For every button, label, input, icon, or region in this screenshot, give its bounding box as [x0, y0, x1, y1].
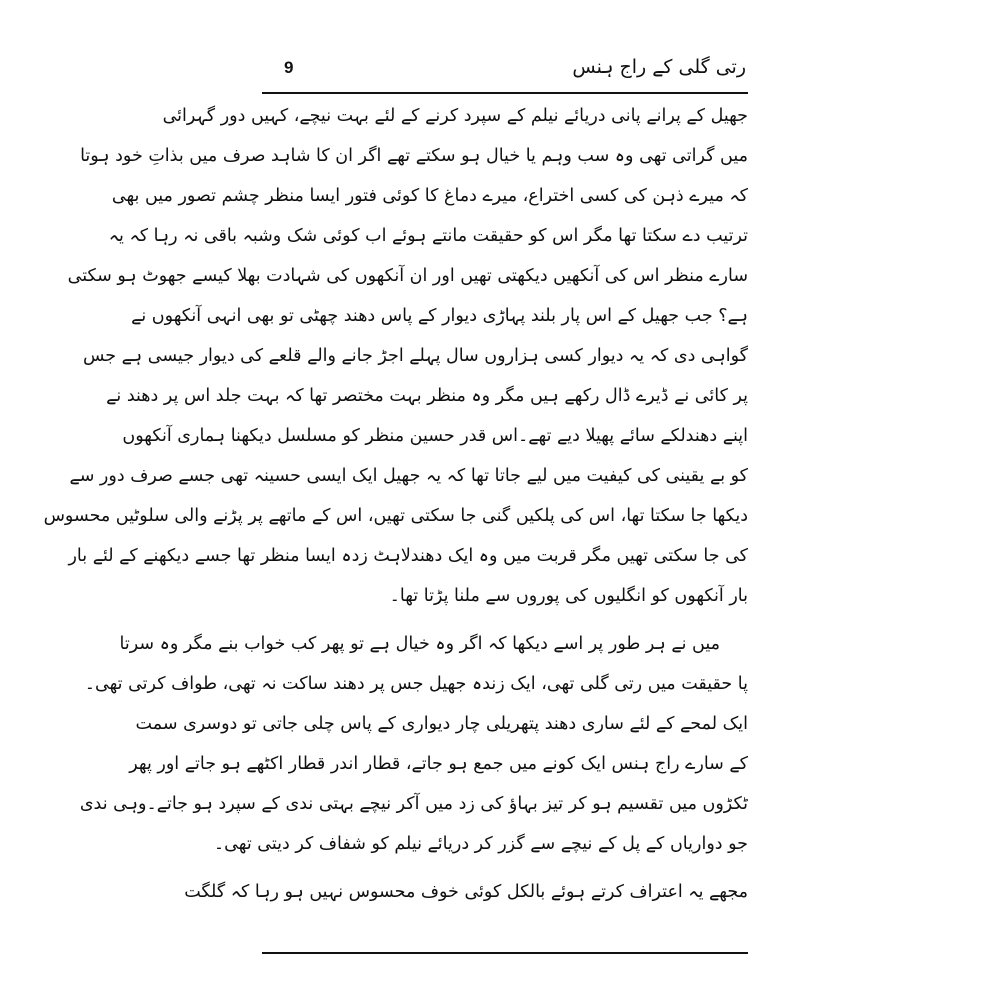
text-line: دیکھا جا سکتا تھا، اس کی پلکیں گنی جا سکتی تھیں، اس کے ماتھے پر پڑنے والی سلوٹیں محسوس: [43, 506, 748, 526]
book-page: [43, 0, 748, 1000]
text-line: کے سارے راج ہنس ایک کونے میں جمع ہو جاتے، قطار اندر قطار اکٹھے ہو جاتے اور پھر: [129, 754, 748, 774]
text-line: کہ میرے ذہن کی کسی اختراع، میرے دماغ کا کوئی فتور ایسا منظر چشم تصور میں بھی: [111, 186, 748, 206]
page-body: [43, 96, 748, 912]
text-line: پر کائی نے ڈیرے ڈال رکھے ہیں مگر وہ منظر بہت مختصر تھا کہ بہت جلد اس پر دھند نے: [106, 386, 748, 406]
text-line: ٹکڑوں میں تقسیم ہو کر تیز بہاؤ کی زد میں آکر نیچے بہتی ندی کے سپرد ہو جاتے۔وہی ندی: [79, 794, 748, 814]
text-line: میں نے ہر طور پر اسے دیکھا کہ اگر وہ خیال ہے تو پھر کب خواب بنے مگر وہ سرتا: [119, 634, 720, 654]
text-line: جھیل کے پرانے پانی دریائے نیلم کے سپرد کرنے کے لئے بہت نیچے، کہیں دور گہرائی: [162, 106, 748, 126]
running-title: رتی گلی کے راج ہنس: [572, 56, 746, 78]
paragraph: [184, 872, 748, 912]
text-line: میں گراتی تھی وہ سب وہم یا خیال ہو سکتے تھے اگر ان کا شاہد صرف میں بذاتِ خود ہوتا: [80, 146, 748, 166]
paragraph: [43, 96, 748, 616]
text-line: کو بے یقینی کی کیفیت میں لیے جاتا تھا کہ یہ جھیل ایک ایسی حسینہ تھی جسے صرف دور سے: [69, 466, 748, 486]
paragraph: [79, 624, 748, 864]
page-header: [262, 50, 748, 90]
text-line: پا حقیقت میں رتی گلی تھی، ایک زندہ جھیل جس پر دھند ساکت نہ تھی، طواف کرتی تھی۔: [84, 674, 748, 694]
page-number: 9: [284, 58, 294, 77]
footer-rule: [262, 952, 748, 954]
text-line: گواہی دی کہ یہ دیوار کسی ہزاروں سال پہلے اجڑ جانے والے قلعے کی دیوار جیسی ہے جس: [82, 346, 748, 366]
header-rule: [262, 92, 748, 94]
text-line: جو دواریاں کے پل کے نیچے سے گزر کر دریائے نیلم کو شفاف کر دیتی تھی۔: [213, 834, 748, 854]
text-line: کی جا سکتی تھیں مگر قربت میں وہ ایک دھندلاہٹ زدہ ایسا منظر تھا جسے دیکھنے کے لئے بار: [68, 546, 748, 566]
text-line: ہے؟ جب جھیل کے اس پار بلند پہاڑی دیوار کے پاس دھند چھٹی تو بھی انہی آنکھوں نے: [131, 306, 748, 326]
text-line: مجھے یہ اعتراف کرتے ہوئے بالکل کوئی خوف محسوس نہیں ہو رہا کہ گلگت: [184, 882, 748, 902]
text-line: ترتیب دے سکتا تھا مگر اس کو حقیقت مانتے ہوئے اب کوئی شک وشبہ باقی نہ رہا کہ یہ: [108, 226, 748, 246]
text-line: ایک لمحے کے لئے ساری دھند پتھریلی چار دیواری کے پاس چلی جاتی تو دوسری سمت: [135, 714, 748, 734]
text-line: اپنے دھندلکے سائے پھیلا دیے تھے۔اس قدر حسین منظر کو مسلسل دیکھنا ہماری آنکھوں: [122, 426, 748, 446]
text-line: سارے منظر اس کی آنکھیں دیکھتی تھیں اور ان آنکھوں کی شہادت بھلا کیسے جھوٹ ہو سکتی: [67, 266, 748, 286]
text-line: بار آنکھوں کو انگلیوں کی پوروں سے ملنا پڑتا تھا۔: [389, 586, 748, 606]
